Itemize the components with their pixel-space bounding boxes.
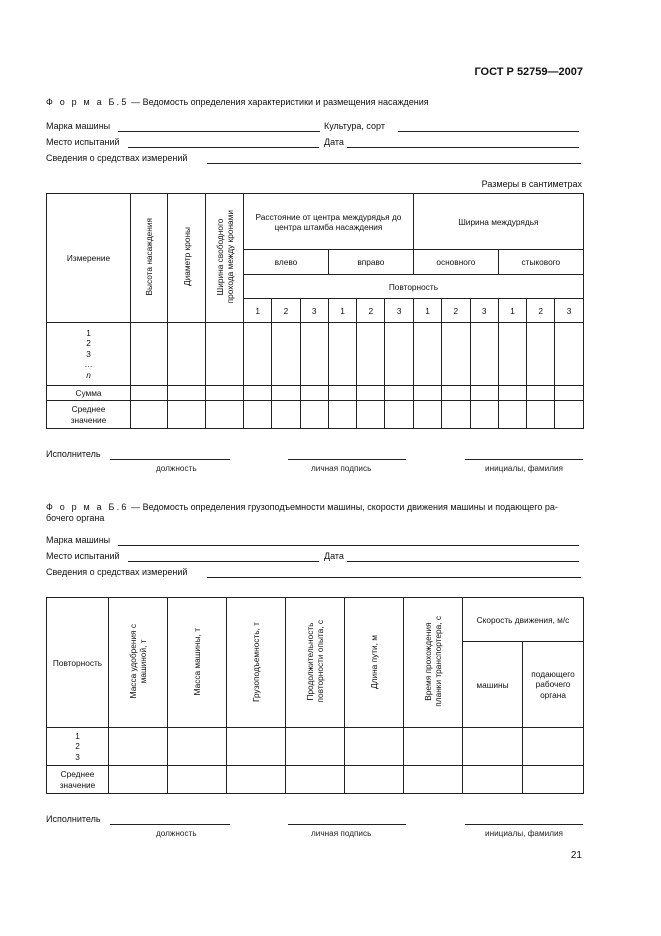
rep-number: 2 [442,299,470,323]
form6-initials-caption: инициалы, фамилия [485,829,563,838]
form5-prefix: Ф о р м а Б.5 [46,97,129,107]
form6-place-label: Место испытаний [46,551,120,561]
table-row [47,401,584,429]
form5-signature-caption: личная подпись [311,464,372,473]
form5-table [46,193,584,429]
col-distance: Расстояние от центра междурядья до центра штамба насаждения [244,194,414,250]
row-numbers: 1 2 3 … n [47,323,131,386]
col-row-width: Ширина междурядья [413,194,583,250]
form5-position-caption: должность [156,464,197,473]
form5-position-line[interactable] [110,459,230,460]
form6-machine-field[interactable] [118,545,579,546]
table-row [47,728,584,766]
sub-machine: машины [463,642,523,728]
form5-crop-label: Культура, сорт [324,121,385,131]
rep-number: 2 [357,299,385,323]
form5-initials-caption: инициалы, фамилия [485,464,563,473]
form5-executor-label: Исполнитель [46,449,101,459]
row-sum: Сумма [47,386,131,401]
form6-prefix: Ф о р м а Б.6 [46,502,129,512]
rep-number: 2 [527,299,555,323]
form6-initials-line[interactable] [465,824,583,825]
form6-machine-label: Марка машины [46,535,111,545]
form5-place-field[interactable] [128,147,319,148]
col-crown: Диаметр кроны [181,227,192,287]
col-speed: Скорость движения, м/с [463,598,584,642]
form6-date-label: Дата [324,551,344,561]
sub-joint: стыкового [498,250,583,275]
rep-number: 2 [272,299,300,323]
sub-right: вправо [328,250,413,275]
form6-signature-caption: личная подпись [311,829,372,838]
page-number: 21 [570,850,582,861]
form5-date-label: Дата [324,137,344,147]
form6-place-field[interactable] [128,561,319,562]
form5-title: — Ведомость определения характеристики и размещения насаждения [128,97,429,107]
col-repetition: Повторность [47,598,109,728]
col-machine-mass: Масса машины, т [192,627,202,696]
rep-number: 3 [385,299,413,323]
form5-crop-field[interactable] [398,131,579,132]
col-height: Высота насаждения [144,218,154,296]
rep-number: 3 [555,299,583,323]
form5-initials-line[interactable] [465,459,583,460]
form6-instruments-label: Сведения о средствах измерений [46,567,188,577]
rep-number: 3 [470,299,498,323]
col-path-length: Длина пути, м [369,634,379,689]
col-duration: Продолжительность повторности опыта, с [305,620,325,703]
sub-main: основного [413,250,498,275]
table-row [47,766,584,794]
table-row [47,323,584,386]
form5-place-label: Место испытаний [46,137,120,147]
form5-signature-line[interactable] [288,459,406,460]
form6-date-field[interactable] [347,561,579,562]
rep-number: 1 [498,299,526,323]
form5-date-field[interactable] [347,147,579,148]
table-row [47,386,584,401]
col-measurement: Измерение [47,194,131,323]
standard-number: ГОСТ Р 52759—2007 [474,66,583,78]
rep-number: 3 [300,299,328,323]
repetition-header: Повторность [244,275,584,299]
col-width-free-pass: Ширина свободного прохода между кронами [214,210,235,304]
form6-title: — Ведомость определения грузоподъемности машины, скорости движения машины и подающего ра- [128,502,558,512]
form6-position-caption: должность [156,829,197,838]
units-note: Размеры в сантиметрах [481,179,582,189]
row-mean: Среднее значение [47,766,109,794]
sub-left: влево [244,250,329,275]
col-capacity: Грузоподъемность, т [251,621,261,702]
form6-title-cont: бочего органа [46,513,105,523]
form5-instruments-label: Сведения о средствах измерений [46,153,188,163]
col-fert-mass: Масса удобрения с машиной, т [128,624,148,699]
form5-machine-label: Марка машины [46,121,111,131]
form5-instruments-field[interactable] [207,163,581,164]
form6-position-line[interactable] [110,824,230,825]
form5-machine-field[interactable] [118,131,320,132]
form5-heading [46,97,429,107]
rep-number: 1 [328,299,356,323]
sub-feed-organ: подающего рабочего органа [523,642,584,728]
row-numbers: 1 2 3 [47,728,109,766]
form6-executor-label: Исполнитель [46,814,101,824]
form6-instruments-field[interactable] [207,577,581,578]
form6-heading [46,502,558,512]
rep-number: 1 [244,299,272,323]
rep-number: 1 [413,299,441,323]
row-mean: Среднее значение [47,401,131,429]
form6-signature-line[interactable] [288,824,406,825]
form6-table [46,597,584,794]
col-conveyor-time: Время прохождения планки транспортера, с [423,616,443,707]
